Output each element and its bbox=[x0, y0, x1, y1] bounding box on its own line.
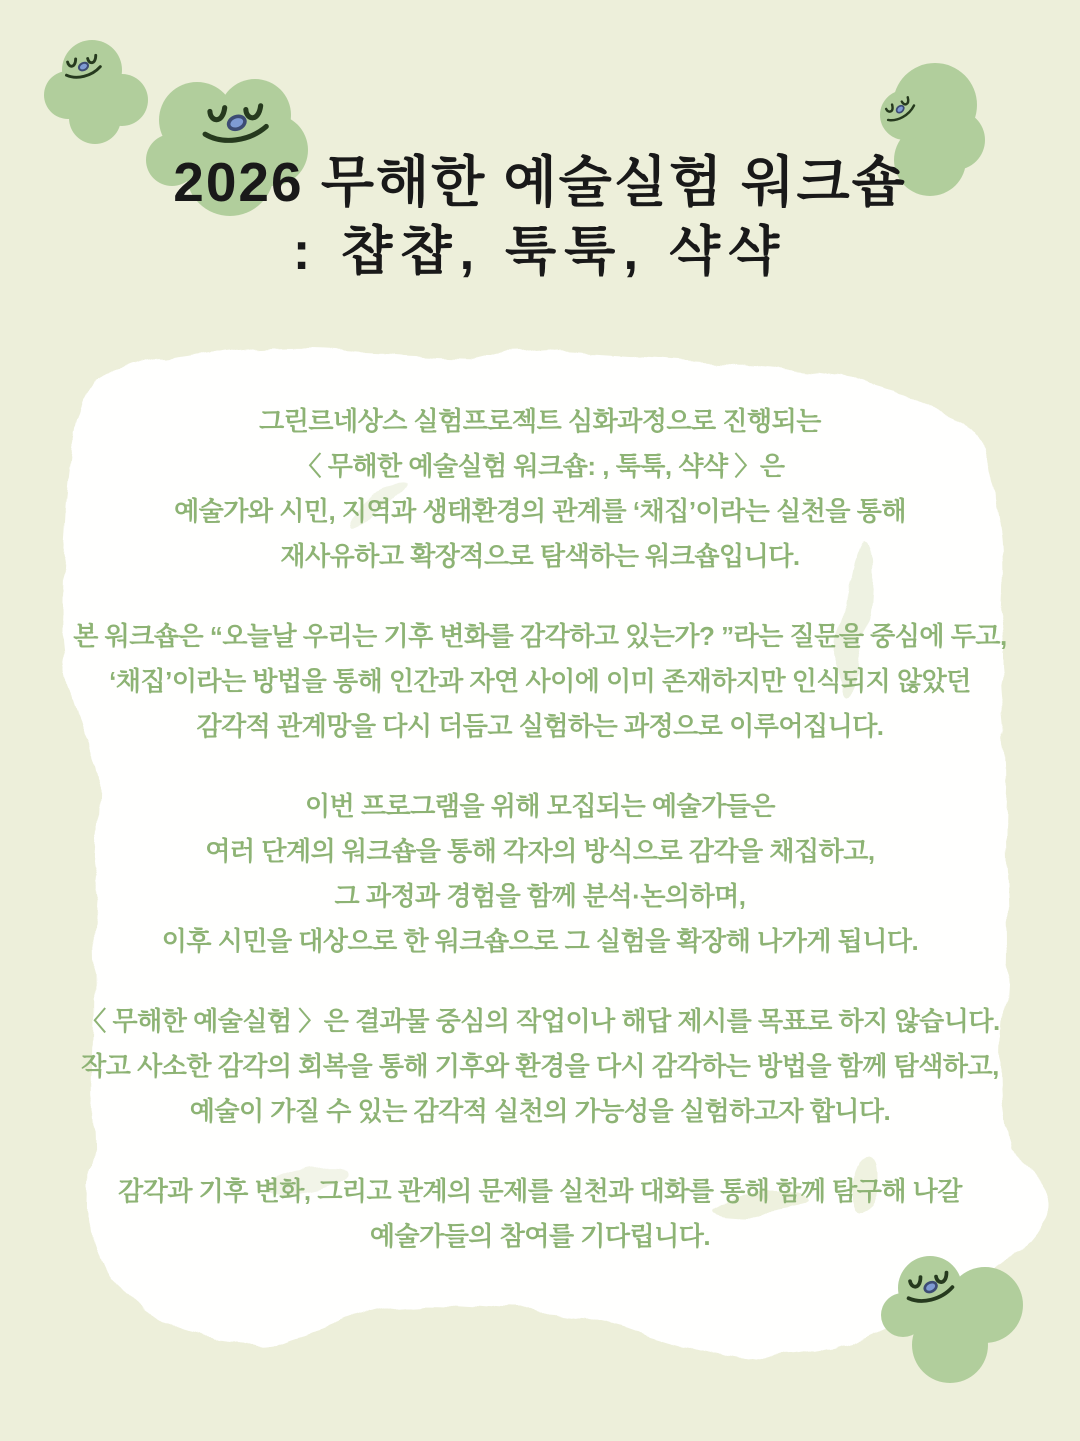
paragraph-question bbox=[0, 614, 1080, 749]
poster-title-line1: 2026 무해한 예술실험 워크숍 bbox=[173, 151, 907, 213]
body-line: 여러 단계의 워크숍을 통해 각자의 방식으로 감각을 채집하고, bbox=[205, 836, 875, 866]
body-line: 이번 프로그램을 위해 모집되는 예술가들은 bbox=[305, 791, 775, 821]
body-line: 재사유하고 확장적으로 탐색하는 워크숍입니다. bbox=[280, 541, 800, 571]
body-line: 이후 시민을 대상으로 한 워크숍으로 그 실험을 확장해 나가게 됩니다. bbox=[161, 926, 919, 956]
body-line: 그 과정과 경험을 함께 분석·논의하며, bbox=[334, 881, 746, 911]
body-line: 예술가와 시민, 지역과 생태환경의 관계를 ‘채집’이라는 실천을 통해 bbox=[174, 496, 906, 526]
poster-title bbox=[0, 146, 1080, 286]
body-line: 그린르네상스 실험프로젝트 심화과정으로 진행되는 bbox=[259, 406, 821, 436]
workshop-description bbox=[0, 399, 1080, 1294]
body-line: 〈 무해한 예술실험 〉은 결과물 중심의 작업이나 해답 제시를 목표로 하지 않습니다. bbox=[80, 1006, 1000, 1036]
paragraph-goal bbox=[0, 999, 1080, 1134]
paragraph-intro bbox=[0, 399, 1080, 579]
body-line: 작고 사소한 감각의 회복을 통해 기후와 환경을 다시 감각하는 방법을 함께 탐색하고, bbox=[81, 1051, 999, 1081]
body-line: 본 워크숍은 “오늘날 우리는 기후 변화를 감각하고 있는가? ”라는 질문을 중심에 두고, bbox=[73, 621, 1007, 651]
body-line: ‘채집’이라는 방법을 통해 인간과 자연 사이에 이미 존재하지만 인식되지 않았던 bbox=[109, 666, 971, 696]
body-line: 감각과 기후 변화, 그리고 관계의 문제를 실천과 대화를 통해 함께 탐구해 나갈 bbox=[118, 1176, 962, 1206]
cloud-top-left-small bbox=[44, 40, 148, 144]
body-line: 예술이 가질 수 있는 감각적 실천의 가능성을 실험하고자 합니다. bbox=[189, 1096, 891, 1126]
paragraph-program bbox=[0, 784, 1080, 964]
body-line: 예술가들의 참여를 기다립니다. bbox=[369, 1221, 711, 1251]
body-line: 〈 무해한 예술실험 워크숍: , 툭툭, 샥샥 〉은 bbox=[295, 451, 785, 481]
body-line: 감각적 관계망을 다시 더듬고 실험하는 과정으로 이루어집니다. bbox=[196, 711, 884, 741]
poster-title-line2: : 챱챱, 툭툭, 샥샥 bbox=[292, 222, 788, 281]
paragraph-invitation bbox=[0, 1169, 1080, 1259]
